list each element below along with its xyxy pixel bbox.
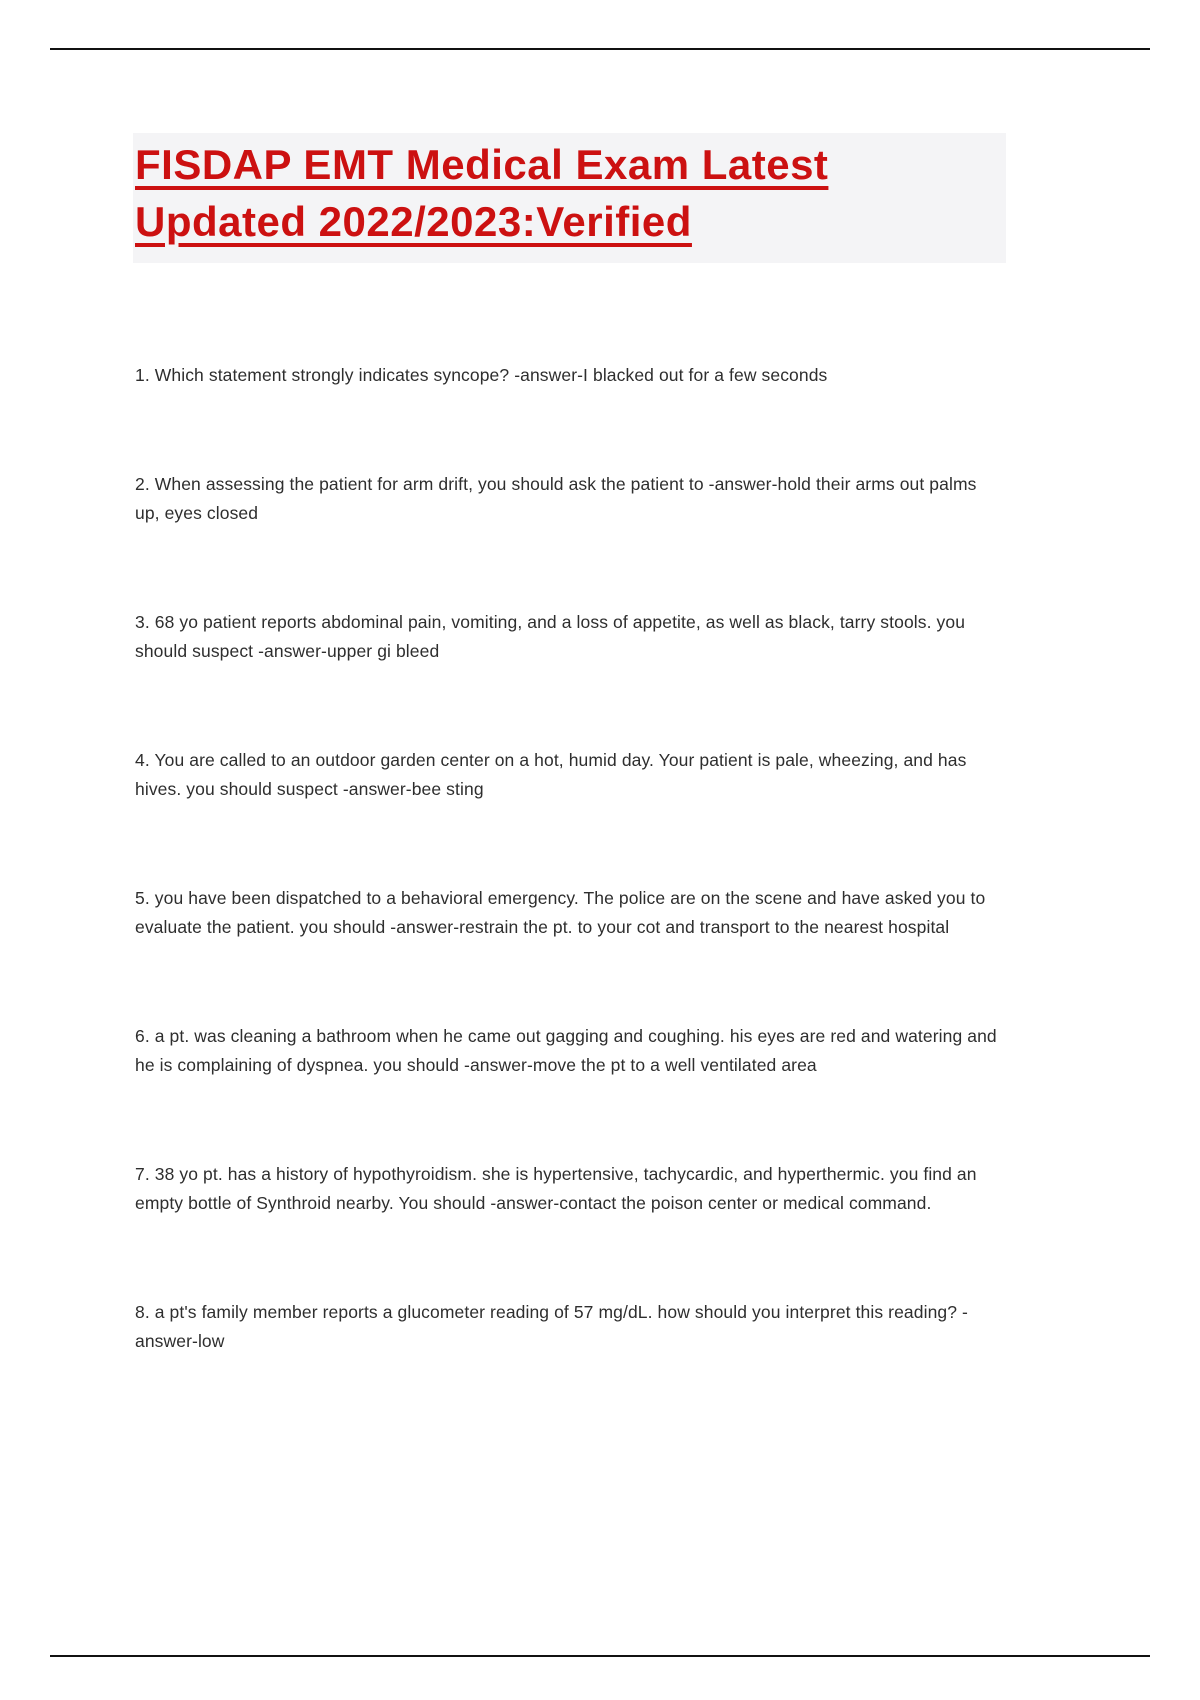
question-item: 1. Which statement strongly indicates syncope? -answer-I blacked out for a few seconds (135, 365, 828, 386)
question-item: 2. When assessing the patient for arm drift, you should ask the patient to -answer-hold their arms out palms up, eyes closed (135, 474, 977, 524)
question-item: 4. You are called to an outdoor garden center on a hot, humid day. Your patient is pale, wheezing, and has hives. you should suspect -answer-bee sting (135, 750, 967, 800)
document-title (133, 133, 1006, 263)
question-item: 3. 68 yo patient reports abdominal pain, vomiting, and a loss of appetite, as well as black, tarry stools. you should suspect -answer-upper gi bleed (135, 612, 966, 662)
question-item: 7. 38 yo pt. has a history of hypothyroidism. she is hypertensive, tachycardic, and hyperthermic. you find an empty bottle of Synthroid nearby. You should -answer-contact the poison center or medical command. (135, 1164, 977, 1214)
title-line-1: FISDAP EMT Medical Exam Latest (135, 141, 829, 188)
question-item: 5. you have been dispatched to a behavioral emergency. The police are on the scene and have asked you to evaluate the patient. you should -answer-restrain the pt. to your cot and transport to the nearest hospital (135, 888, 986, 938)
title-line-2: Updated 2022/2023:Verified (135, 198, 692, 246)
bottom-rule (50, 1655, 1150, 1657)
question-item: 8. a pt's family member reports a glucometer reading of 57 mg/dL. how should you interpret this reading? -answer-low (135, 1302, 968, 1352)
question-item: 6. a pt. was cleaning a bathroom when he came out gagging and coughing. his eyes are red and watering and he is complaining of dyspnea. you should -answer-move the pt to a well ventilated area (135, 1026, 997, 1076)
question-list (133, 361, 1006, 1356)
document-content (133, 0, 1006, 1436)
